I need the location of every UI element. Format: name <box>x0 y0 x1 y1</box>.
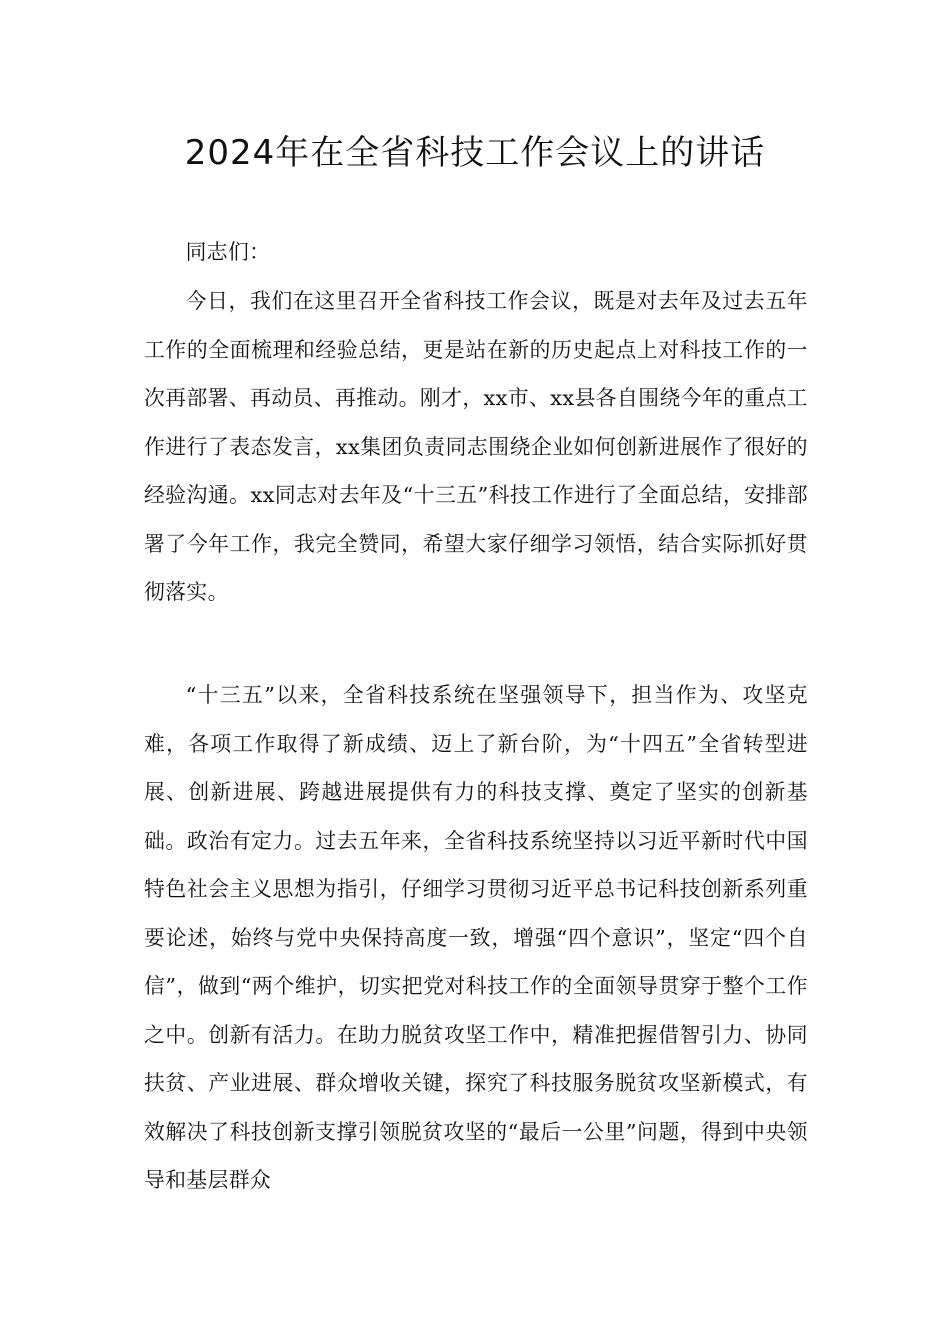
greeting: 同志们： <box>185 240 271 264</box>
paragraph-achievements: “十三五”以来，全省科技系统在坚强领导下，担当作为、攻坚克难，各项工作取得了新成绩、迈上了新台阶，为“十四五”全省转型进展、创新进展、跨越进展提供有力的科技支撑、奠定了坚实的创新基础。政治有定力。过去五年来，全省科技系统坚持以习近平新时代中国特色社会主义思想为指引，仔细学习贯彻习近平总书记科技创新系列重要论述，始终与党中央保持高度一致，增强“四个意识”，坚定“四个自信”，做到“两个维护，切实把党对科技工作的全面领导贯穿于整个工作之中。创新有活力。在助力脱贫攻坚工作中，精准把握借智引力、协同扶贫、产业进展、群众增收关键，探究了科技服务脱贫攻坚新模式，有效解决了科技创新支撑引领脱贫攻坚的“最后一公里”问题，得到中央领导和基层群众 <box>144 683 808 1192</box>
paragraph-opening: 今日，我们在这里召开全省科技工作会议，既是对去年及过去五年工作的全面梳理和经验总结，更是站在新的历史起点上对科技工作的一次再部署、再动员、再推动。刚才，xx市、xx县各自围绕今年的重点工作进行了表态发言，xx集团负责同志围绕企业如何创新进展作了很好的经验沟通。xx同志对去年及“十三五”科技工作进行了全面总结，安排部署了今年工作，我完全赞同，希望大家仔细学习领悟，结合实际抓好贯彻落实。 <box>144 289 808 604</box>
document-title: 2024年在全省科技工作会议上的讲话 <box>184 133 766 173</box>
